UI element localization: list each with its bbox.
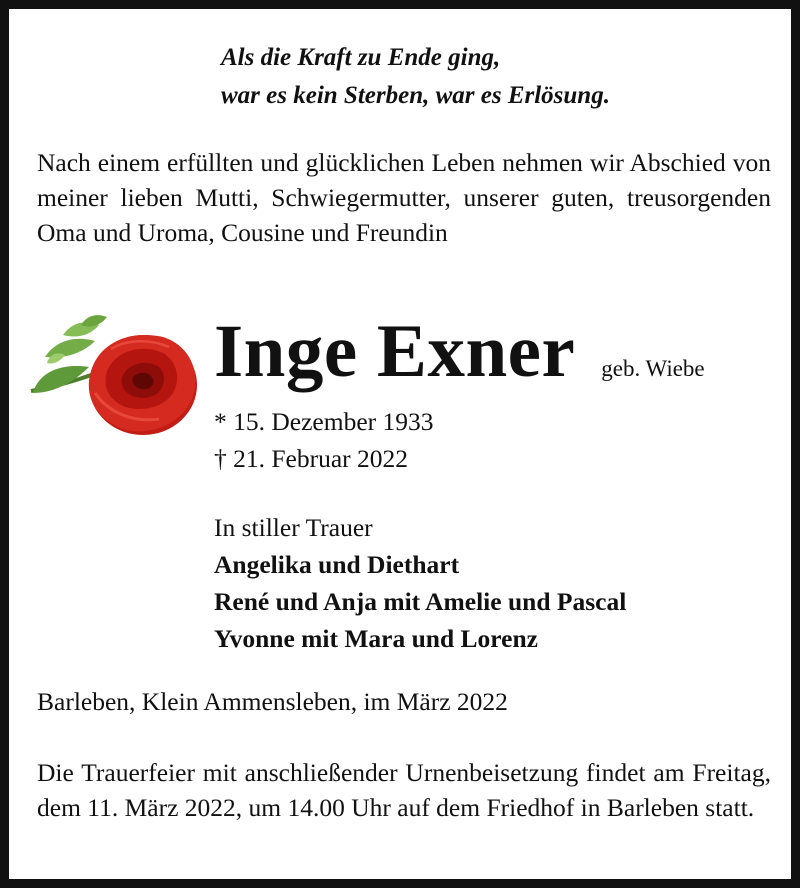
mourning-intro: In stiller Trauer: [214, 513, 373, 542]
deceased-name: Inge Exner: [214, 310, 576, 393]
service-info: Die Trauerfeier mit anschließender Urnenbeisetzung findet am Freitag, dem 11. März 2022, um 14.00 Uhr auf dem Friedhof in Barleben statt.: [37, 758, 771, 822]
mourners-block: [214, 509, 626, 657]
motto-line-2: war es kein Sterben, war es Erlösung.: [221, 82, 610, 109]
life-dates: [214, 403, 434, 477]
mourner-line: René und Anja mit Amelie und Pascal: [214, 587, 627, 616]
intro-text: Nach einem erfüllten und glücklichen Leben nehmen wir Abschied von meiner lieben Mutti, Schwiegermutter, unserer guten, treusorgenden Oma und Uroma, Cousine und Freundin: [37, 148, 771, 247]
rose-icon: [23, 301, 209, 439]
birth-date: * 15. Dezember 1933: [214, 407, 434, 436]
mourner-line: Angelika und Diethart: [214, 550, 460, 579]
motto-line-1: Als die Kraft zu Ende ging,: [221, 44, 501, 71]
place-date: Barleben, Klein Ammensleben, im März 2022: [37, 687, 508, 716]
maiden-name: geb. Wiebe: [601, 356, 705, 381]
death-date: † 21. Februar 2022: [214, 444, 409, 473]
deceased-header: [214, 312, 705, 392]
mourner-line: Yvonne mit Mara und Lorenz: [214, 624, 538, 653]
motto: [221, 39, 610, 115]
